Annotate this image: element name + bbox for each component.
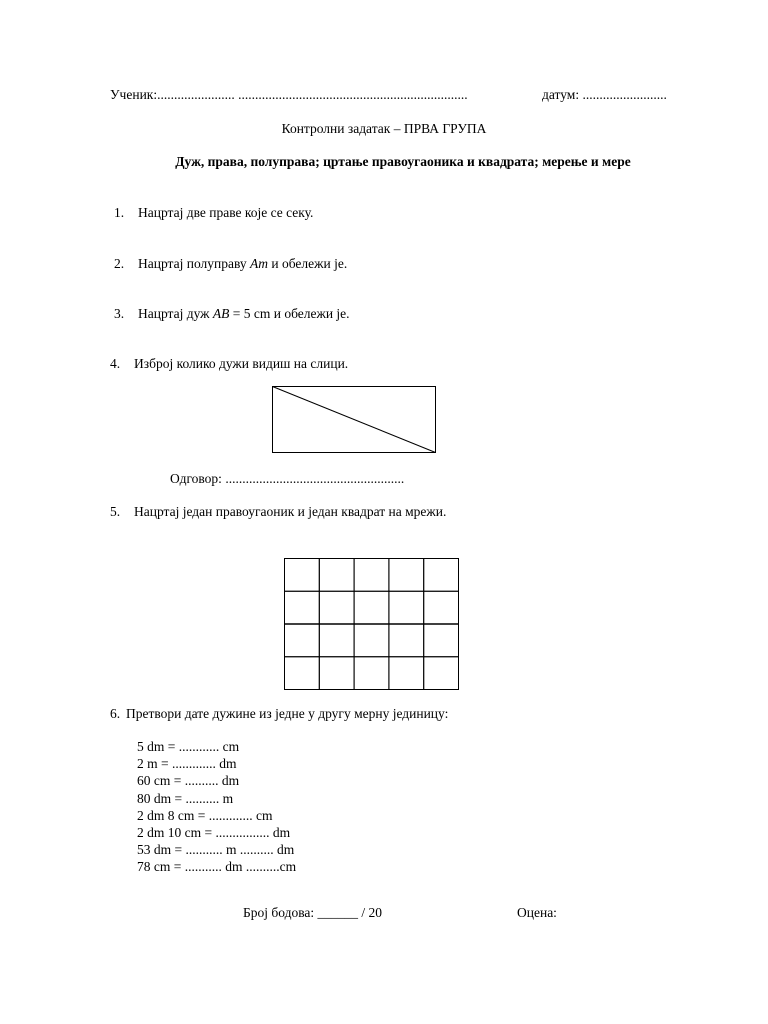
task-1-text: Нацртај две праве које се секу.	[138, 205, 314, 220]
grid-cell[interactable]	[424, 559, 459, 592]
points-total: / 20	[358, 905, 383, 920]
conversion-item[interactable]: 53 dm = ........... m .......... dm	[137, 842, 295, 858]
grid-cell[interactable]	[285, 624, 320, 657]
task-6-number: 6.	[110, 706, 121, 721]
student-name-line	[110, 87, 468, 103]
task-4	[110, 356, 348, 372]
date-blank: .........................	[582, 87, 667, 102]
task-2-number: 2.	[114, 256, 125, 271]
grid-cell[interactable]	[389, 657, 424, 690]
task-2-text-after: и обележи је.	[268, 256, 348, 271]
grid-cell[interactable]	[389, 591, 424, 624]
conversion-list	[137, 738, 296, 876]
grid-cell[interactable]	[285, 559, 320, 592]
grid-cell[interactable]	[285, 657, 320, 690]
task-3-text-after: = 5 cm и обележи је.	[229, 306, 350, 321]
task-4-number: 4.	[110, 356, 121, 371]
answer-blank: .....................................................	[225, 471, 405, 486]
grade-label: Оцена:	[517, 905, 557, 920]
conversion-item[interactable]: 2 m = ............. dm	[137, 756, 237, 772]
conversion-item[interactable]: 2 dm 8 cm = ............. cm	[137, 807, 273, 823]
task-2	[114, 256, 347, 272]
date-line	[542, 87, 667, 103]
figure-diagonal	[273, 387, 436, 453]
points-label: Број бодова:	[243, 905, 315, 920]
conversion-item[interactable]: 78 cm = ........... dm ..........cm	[137, 859, 297, 875]
grid-cell[interactable]	[389, 624, 424, 657]
grid-cell[interactable]	[424, 591, 459, 624]
grid-cell[interactable]	[424, 624, 459, 657]
grid-cell[interactable]	[319, 657, 354, 690]
grid-cell[interactable]	[424, 657, 459, 690]
task-6-text: Претвори дате дужине из једне у другу мерну јединицу:	[126, 706, 449, 721]
conversion-item[interactable]: 60 cm = .......... dm	[137, 773, 240, 789]
rectangle-diagonal-figure	[272, 386, 436, 453]
task-3-text-before: Нацртај дуж	[138, 306, 213, 321]
grid-cell[interactable]	[285, 591, 320, 624]
grid-cell[interactable]	[354, 624, 389, 657]
task-2-text-before: Нацртај полуправу	[138, 256, 251, 271]
student-label: Ученик:	[110, 87, 158, 102]
grid-cell[interactable]	[354, 591, 389, 624]
conversion-item[interactable]: 5 dm = ............ cm	[137, 739, 240, 754]
grid-cell[interactable]	[319, 624, 354, 657]
answer-line	[170, 471, 404, 487]
page-subtitle: Дуж, права, полуправа; цртање правоугаоника и квадрата; мерење и мере	[175, 154, 631, 169]
date-label: датум:	[542, 87, 580, 102]
task-3-segment-name: AB	[212, 306, 230, 321]
conversion-item[interactable]: 2 dm 10 cm = ................ dm	[137, 825, 291, 841]
grid-cell[interactable]	[354, 657, 389, 690]
student-name-blank: ....................... ....................................................................	[157, 87, 468, 102]
task-4-text: Изброј колико дужи видиш на слици.	[134, 356, 349, 371]
task-1-number: 1.	[114, 205, 125, 220]
grid-cell[interactable]	[354, 559, 389, 592]
task-5-number: 5.	[110, 504, 121, 519]
points-line	[243, 905, 382, 921]
task-2-ray-name: Am	[250, 256, 269, 271]
page-title: Контролни задатак – ПРВА ГРУПА	[281, 121, 487, 136]
task-5-text: Нацртај један правоугаоник и један квадрат на мрежи.	[134, 504, 447, 519]
grid-cell[interactable]	[319, 559, 354, 592]
task-3-number: 3.	[114, 306, 125, 321]
grid-cell[interactable]	[319, 591, 354, 624]
points-blank[interactable]: ______	[317, 905, 359, 920]
answer-label: Одговор:	[170, 471, 222, 486]
task-3	[114, 306, 350, 322]
task-6	[110, 706, 448, 722]
conversion-item[interactable]: 80 dm = .......... m	[137, 790, 234, 806]
drawing-grid[interactable]	[284, 558, 460, 690]
grid-cell[interactable]	[389, 559, 424, 592]
task-5	[110, 504, 446, 520]
task-1	[114, 205, 313, 221]
